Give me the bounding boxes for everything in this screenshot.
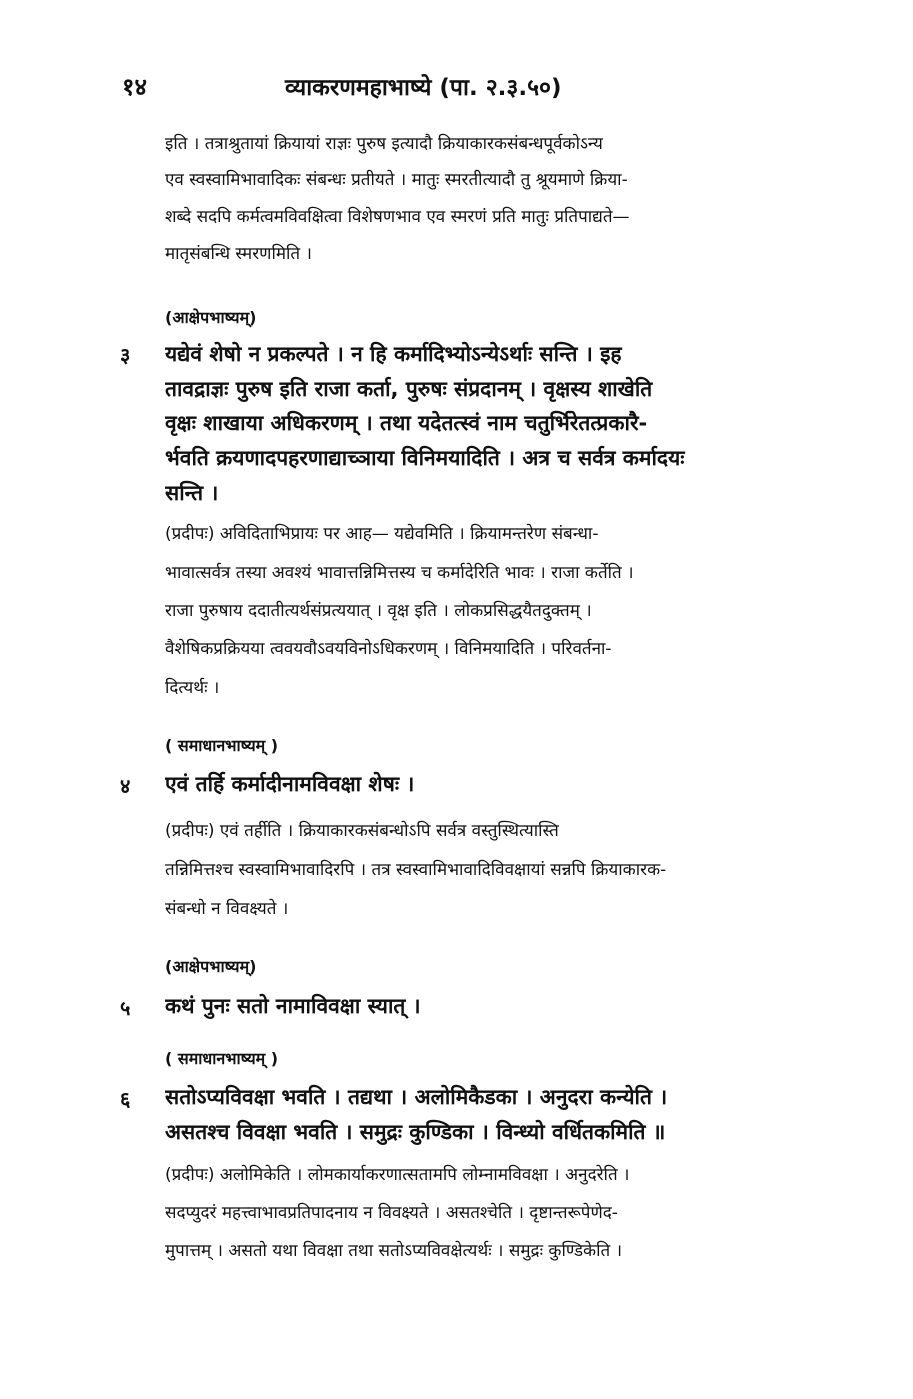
- pradipa-line: सदप्युदरं महत्त्वाभावप्रतिपादनाय न विवक्ष्यते । असतश्चेति । दृष्टान्तरूपेणेद-: [165, 1203, 618, 1223]
- bhashya-line: तावद्राज्ञः पुरुष इति राजा कर्ता, पुरुषः संप्रदानम् । वृक्षस्य शाखेति: [165, 377, 653, 401]
- text-line: एव स्वस्वामिभावादिकः संबन्धः प्रतीयते । मातुः स्मरतीत्यादौ तु श्रूयमाणे क्रिया-: [165, 170, 628, 190]
- sutra-number: ३: [120, 343, 131, 367]
- pradipa-line: संबन्धो न विवक्ष्यते ।: [165, 899, 289, 919]
- bhashya-line: कथं पुनः सतो नामाविवक्षा स्यात् ।: [165, 994, 421, 1018]
- pradipa-line: भावात्सर्वत्र तस्या अवश्यं भावात्तन्निमित्तस्य च कर्मादेरिति भावः । राजा कर्तेति ।: [165, 563, 634, 583]
- bhashya-line: सन्ति ।: [165, 481, 219, 505]
- pradipa-line: (प्रदीपः) एवं तर्हीति । क्रियाकारकसंबन्धोऽपि सर्वत्र वस्तुस्थित्यास्ति: [165, 821, 559, 841]
- bhashya-line: एवं तर्हि कर्मादीनामविवक्षा शेषः ।: [165, 772, 415, 796]
- bhashya-line: वृक्षः शाखाया अधिकरणम् । तथा यदेतत्स्वं नाम चतुर्भिरेतत्प्रकारै-: [165, 411, 648, 435]
- pradipa-line: वैशेषिकप्रक्रियया त्ववयवौऽवयविनोऽधिकरणम् । विनिमयादिति । परिवर्तना-: [165, 639, 612, 659]
- section-label: ( समाधानभाष्यम् ): [165, 736, 279, 755]
- bhashya-line: यद्येवं शेषो न प्रकल्पते । न हि कर्मादिभ्योऽन्येऽर्थाः सन्ति । इह: [165, 342, 622, 366]
- sutra-number: ५: [120, 996, 131, 1020]
- text-line: इति । तत्राश्रुतायां क्रियायां राज्ञः पुरुष इत्यादौ क्रियाकारकसंबन्धपूर्वकोऽन्य: [165, 134, 603, 154]
- pradipa-line: (प्रदीपः) अलोमिकेति । लोमकार्याकरणात्सतामपि लोम्नामविवक्षा । अनुदरेति ।: [165, 1165, 630, 1185]
- text-line: मातृसंबन्धि स्मरणमिति ।: [165, 244, 312, 264]
- section-label: (आक्षेपभाष्यम्): [165, 957, 257, 976]
- section-label: ( समाधानभाष्यम् ): [165, 1049, 279, 1068]
- bhashya-line: सतोऽप्यविवक्षा भवति । तद्यथा । अलोमिकैडका । अनुदरा कन्येति ।: [165, 1085, 668, 1109]
- running-title: व्याकरणमहाभाष्ये (पा. २.३.५०): [285, 75, 562, 101]
- pradipa-line: मुपात्तम् । असतो यथा विवक्षा तथा सतोऽप्यविवक्षेत्यर्थः । समुद्रः कुण्डिकेति ।: [165, 1241, 623, 1261]
- bhashya-line: र्भवति क्रयणादपहरणाद्याच्ञाया विनिमयादिति । अत्र च सर्वत्र कर्मादयः: [165, 446, 685, 470]
- pradipa-line: दित्यर्थः ।: [165, 678, 220, 698]
- page-number: १४: [122, 73, 147, 101]
- page-header: [0, 70, 913, 106]
- sutra-number: ४: [120, 774, 131, 798]
- text-line: शब्दे सदपि कर्मत्वमविवक्षित्वा विशेषणभाव एव स्मरणं प्रति मातुः प्रतिपाद्यते—: [165, 207, 630, 227]
- section-label: (आक्षेपभाष्यम्): [165, 308, 257, 327]
- pradipa-line: राजा पुरुषाय ददातीत्यर्थसंप्रत्ययात् । वृक्ष इति । लोकप्रसिद्धयैतदुक्तम् ।: [165, 601, 592, 621]
- bhashya-line: असतश्च विवक्षा भवति । समुद्रः कुण्डिका । विन्ध्यो वर्धितकमिति ॥: [165, 1120, 666, 1144]
- pradipa-line: तन्निमित्तश्च स्वस्वामिभावादिरपि । तत्र स्वस्वामिभावादिविवक्षायां सन्नपि क्रियाकारक-: [165, 860, 667, 880]
- sutra-number: ६: [120, 1087, 131, 1111]
- pradipa-line: (प्रदीपः) अविदिताभिप्रायः पर आह— यद्येवमिति । क्रियामन्तरेण संबन्धा-: [165, 524, 599, 544]
